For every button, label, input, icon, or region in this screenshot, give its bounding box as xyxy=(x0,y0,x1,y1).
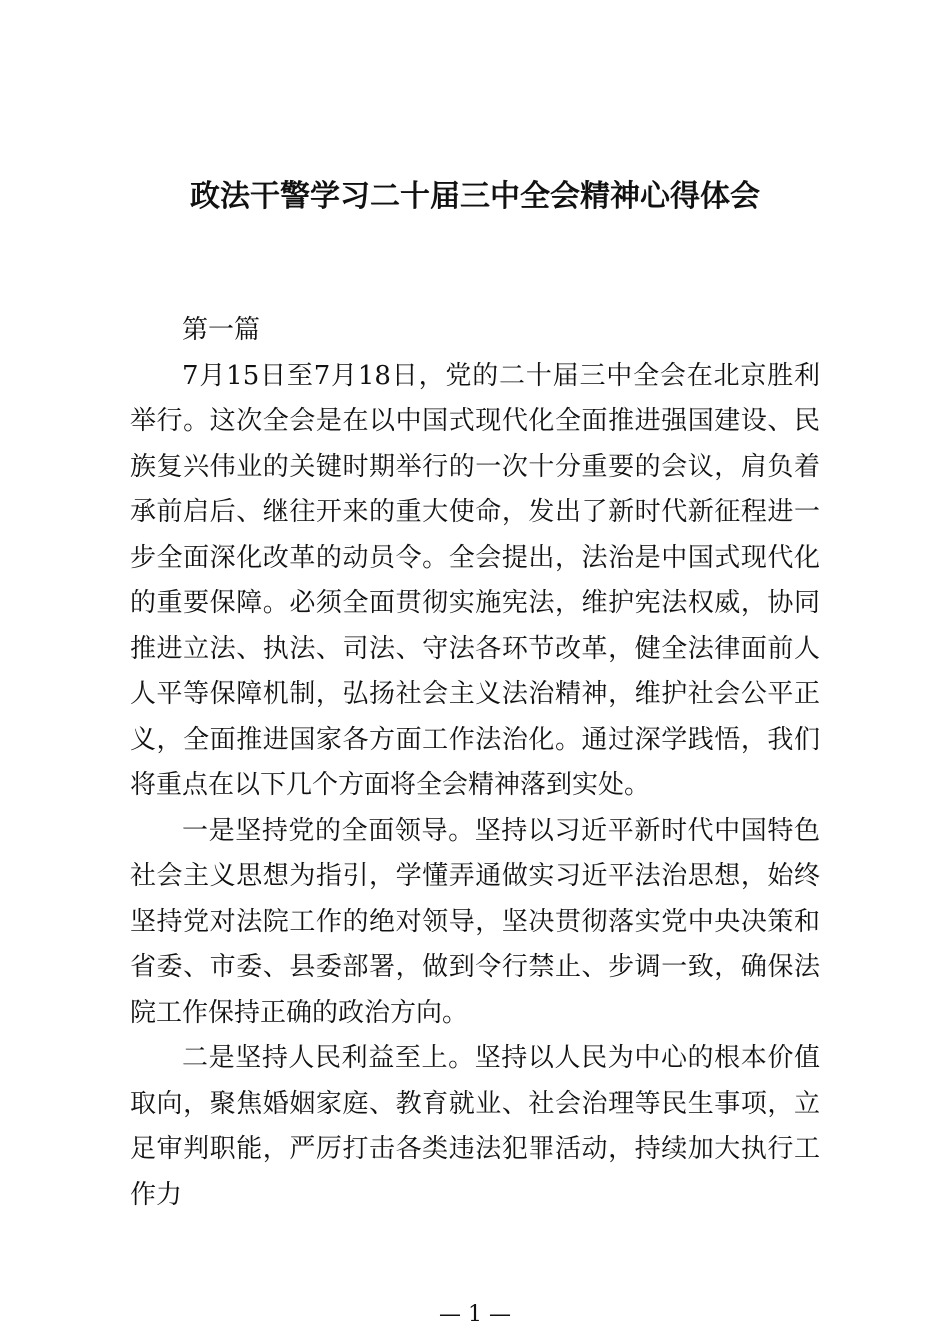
paragraph-1: 7月15日至7月18日，党的二十届三中全会在北京胜利举行。这次全会是在以中国式现代化全面推进强国建设、民族复兴伟业的关键时期举行的一次十分重要的会议，肩负着承前启后、继往开来的重大使命，发出了新时代新征程进一步全面深化改革的动员令。全会提出，法治是中国式现代化的重要保障。必须全面贯彻实施宪法，维护宪法权威，协同推进立法、执法、司法、守法各环节改革，健全法律面前人人平等保障机制，弘扬社会主义法治精神，维护社会公平正义，全面推进国家各方面工作法治化。通过深学践悟，我们将重点在以下几个方面将全会精神落到实处。 xyxy=(130,360,820,800)
paragraph-3: 二是坚持人民利益至上。坚持以人民为中心的根本价值取向，聚焦婚姻家庭、教育就业、社会治理等民生事项，立足审判职能，严厉打击各类违法犯罪活动，持续加大执行工作力 xyxy=(130,1043,820,1210)
section-heading: 第一篇 xyxy=(182,315,261,345)
page-number: — 1 — xyxy=(439,1302,511,1327)
document-title: 政法干警学习二十届三中全会精神心得体会 xyxy=(190,179,760,214)
paragraph-2: 一是坚持党的全面领导。坚持以习近平新时代中国特色社会主义思想为指引，学懂弄通做实习近平法治思想，始终坚持党对法院工作的绝对领导，坚决贯彻落实党中央决策和省委、市委、县委部署，做到令行禁止、步调一致，确保法院工作保持正确的政治方向。 xyxy=(130,815,820,1028)
document-body xyxy=(130,308,820,1218)
